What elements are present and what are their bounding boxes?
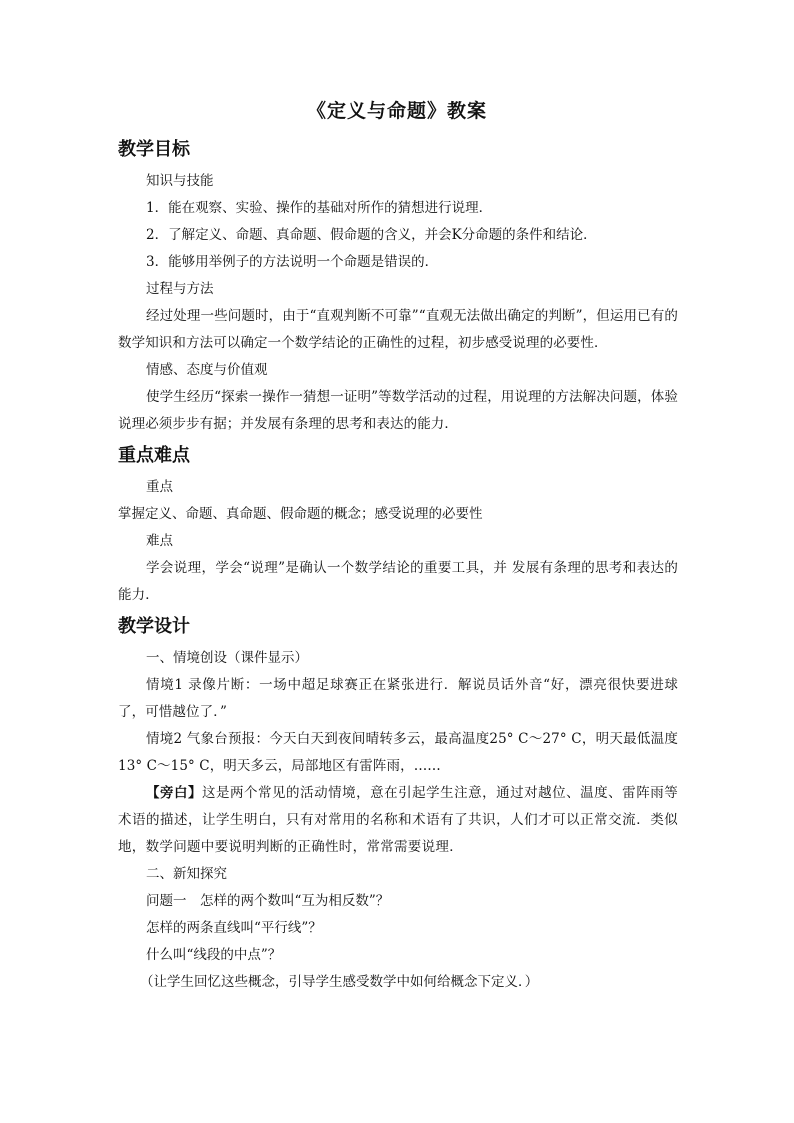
section-heading-keypoints: 重点难点 (118, 445, 190, 466)
emotion-attitude-paragraph: 使学生经历“探索一操作一猜想一证明”等数学活动的过程，用说理的方法解决问题，体验说理必须步步有据；并发展有条理的思考和表达的能力． (118, 389, 678, 432)
difficulty-paragraph: 学会说理，学会“说理”是确认一个数学结论的重要工具，并 发展有条理的思考和表达的能力． (118, 560, 678, 603)
scene2-paragraph: 情境2 气象台预报：今天白天到夜间晴转多云，最高温度25° C～27° C，明天最低温度13° C～15° C，明天多云，局部地区有雷阵雨，…… (118, 731, 678, 774)
section-heading-objectives: 教学目标 (118, 139, 190, 160)
objective-item-3: 3．能够用举例子的方法说明一个命题是错误的． (146, 254, 439, 270)
aside-tag: 【旁白】 (146, 785, 203, 801)
process-method-label: 过程与方法 (146, 281, 214, 297)
part2-label: 二、新知探究 (146, 866, 227, 882)
document-title: 《定义与命题》教案 (306, 100, 487, 122)
key-point-label: 重点 (146, 479, 173, 495)
objective-item-1: 1．能在观察、实验、操作的基础对所作的猜想进行说理． (146, 200, 493, 216)
teaching-note: （让学生回忆这些概念，引导学生感受数学中如何给概念下定义．） (140, 974, 539, 990)
emotion-attitude-label: 情感、态度与价值观 (146, 362, 268, 378)
question-3: 什么叫“线段的中点”？ (146, 947, 282, 963)
question-2: 怎样的两条直线叫“平行线”？ (146, 920, 322, 936)
aside-text: 这是两个常见的活动情境，意在引起学生注意，通过对越位、温度、雷阵雨等术语的描述，让学生明白，只有对常用的名称和术语有了共识，人们才可以正常交流．类似地，数学问题中要说明判断的正确性时，常常需要说理． (118, 785, 679, 855)
knowledge-skills-label: 知识与技能 (146, 173, 214, 189)
document-body (118, 134, 678, 996)
aside-paragraph (118, 780, 678, 861)
process-method-paragraph: 经过处理一些问题时，由于“直观判断不可靠”“直观无法做出确定的判断”，但运用已有的数学知识和方法可以确定一个数学结论的正确性的过程，初步感受说理的必要性． (118, 308, 678, 351)
difficulty-label: 难点 (146, 533, 173, 549)
key-point-text: 掌握定义、命题、真命题、假命题的概念；感受说理的必要性 (118, 506, 483, 522)
objective-item-2: 2．了解定义、命题、真命题、假命题的含义，并会K分命题的条件和结论． (146, 227, 597, 243)
scene1-paragraph: 情境1 录像片断：一场中超足球赛正在紧张进行．解说员话外音“好，漂亮很快要进球了，可惜越位了．” (118, 677, 678, 720)
section-heading-design: 教学设计 (118, 616, 190, 637)
part1-label: 一、情境创设（课件显示） (146, 650, 308, 666)
question-1: 问题一 怎样的两个数叫“互为相反数”？ (146, 893, 390, 909)
